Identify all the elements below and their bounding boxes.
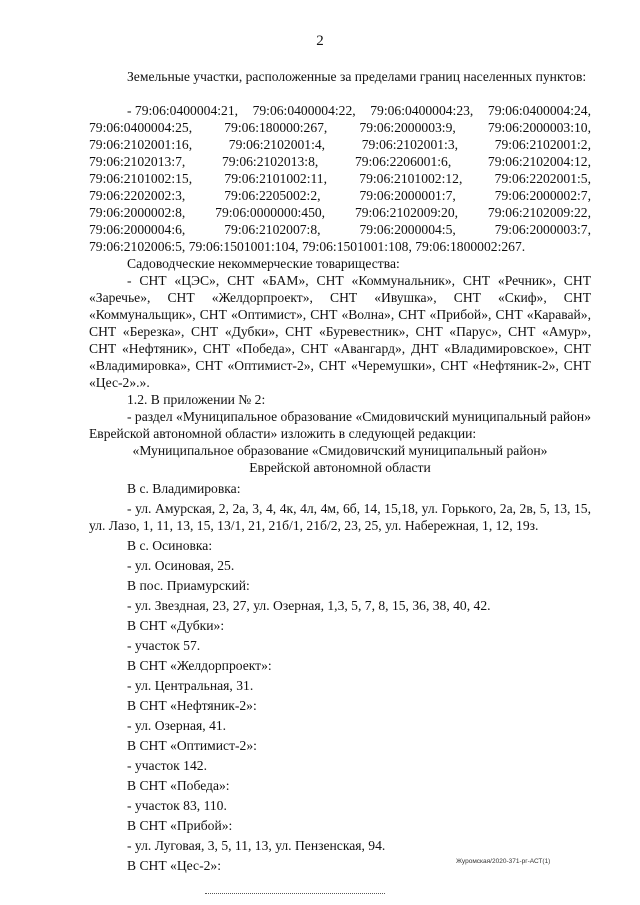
title-line-1: «Муниципальное образование «Смидовичский муниципальный район» — [132, 443, 548, 458]
cadastral-number: 79:06:2102004:12, — [487, 154, 591, 169]
cadastral-number: 79:06:2205002:2, — [224, 188, 321, 203]
section-instruction: - раздел «Муниципальное образование «Смидовичский муниципальный район» Еврейской автономной области» изложить в следующей редакции: — [89, 409, 591, 441]
cadastral-number: 79:06:2206001:6, — [354, 154, 452, 169]
address-details: - ул. Луговая, 3, 5, 11, 13, ул. Пензенская, 94. — [127, 838, 386, 853]
footer-reference: Журомская/2020-371-рг-АСТ(1) — [456, 858, 551, 865]
bottom-divider — [205, 893, 385, 894]
locality-heading: В СНТ «Оптимист-2»: — [127, 738, 257, 753]
page-number: 2 — [316, 33, 324, 49]
cadastral-row — [89, 170, 591, 187]
cadastral-number: 79:06:0400004:24, — [487, 103, 591, 118]
cadastral-number: 79:06:2202002:3, — [89, 188, 186, 203]
cadastral-number: 79:06:0400004:22, — [252, 103, 356, 118]
intro-paragraph — [89, 68, 591, 85]
snt-section — [89, 255, 591, 476]
cadastral-number: 79:06:2000003:10, — [487, 120, 591, 135]
snt-list: - СНТ «ЦЭС», СНТ «БАМ», СНТ «Коммунальник», СНТ «Речник», СНТ «Заречье», СНТ «Желдорпроект», СНТ «Ивушка», СНТ «Скиф», СНТ «Коммунальщик», СНТ «Оптимист», СНТ «Волна», СНТ «Прибой», СНТ «Каравай», СНТ «Березка», СНТ «Дубки», СНТ «Буревестник», СНТ «Парус», СНТ «Амур», СНТ «Нефтяник», СНТ «Победа», СНТ «Авангард», ДНТ «Владимировское», СНТ «Владимировка», СНТ «Оптимист-2», СНТ «Черемушки», СНТ «Нефтяник-2», СНТ «Цес-2».». — [89, 273, 591, 390]
cadastral-number: 79:06:0400004:23, — [370, 103, 474, 118]
cadastral-row — [89, 204, 591, 221]
locality-heading: В СНТ «Победа»: — [127, 778, 230, 793]
intro-text: Земельные участки, расположенные за пределами границ населенных пунктов: — [127, 69, 587, 84]
cadastral-row — [89, 119, 591, 136]
cadastral-number: 79:06:2102001:2, — [494, 137, 591, 152]
cadastral-number: 79:06:2000004:5, — [359, 222, 456, 237]
cadastral-number: 79:06:2000001:7, — [359, 188, 456, 203]
cadastral-row — [89, 153, 591, 170]
locality-heading: В СНТ «Цес-2»: — [127, 858, 221, 873]
address-details: - ул. Звездная, 23, 27, ул. Озерная, 1,3, 5, 7, 8, 15, 36, 38, 40, 42. — [127, 598, 491, 613]
address-list — [89, 480, 591, 877]
cadastral-number: 79:06:2000002:8, — [89, 205, 186, 220]
locality-heading: В СНТ «Прибой»: — [127, 818, 233, 833]
address-details: - участок 57. — [127, 638, 201, 653]
title-line-2: Еврейской автономной области — [249, 460, 431, 475]
cadastral-numbers-list — [89, 102, 591, 255]
cadastral-number: 79:06:2102013:8, — [221, 154, 319, 169]
address-details: - участок 142. — [127, 758, 207, 773]
address-details: - ул. Озерная, 41. — [127, 718, 227, 733]
locality-heading: В с. Владимировка: — [127, 481, 241, 496]
section-reference: 1.2. В приложении № 2: — [127, 392, 266, 407]
cadastral-number: 79:06:2102001:3, — [361, 137, 459, 152]
locality-heading: В СНТ «Желдорпроект»: — [127, 658, 272, 673]
cadastral-number: 79:06:2102009:22, — [487, 205, 591, 220]
cadastral-row — [89, 187, 591, 204]
cadastral-row — [89, 221, 591, 238]
address-details: - ул. Центральная, 31. — [127, 678, 254, 693]
cadastral-number: 79:06:2102001:16, — [89, 137, 193, 152]
locality-heading: В СНТ «Нефтяник-2»: — [127, 698, 257, 713]
cadastral-number: 79:06:2102013:7, — [89, 154, 186, 169]
locality-heading: В пос. Приамурский: — [127, 578, 250, 593]
cadastral-number: 79:06:180000:267, — [224, 120, 328, 135]
cadastral-number: 79:06:0400004:25, — [89, 120, 193, 135]
address-details: - ул. Осиновая, 25. — [127, 558, 235, 573]
cadastral-number: 79:06:2101002:15, — [89, 171, 193, 186]
snt-heading: Садоводческие некоммерческие товарищества: — [127, 256, 400, 271]
cadastral-number: 79:06:2000002:7, — [494, 188, 591, 203]
cadastral-row-last: 79:06:2102006:5, 79:06:1501001:104, 79:06:1501001:108, 79:06:1800002:267. — [89, 239, 526, 254]
cadastral-number: 79:06:2000003:9, — [359, 120, 456, 135]
address-details: - участок 83, 110. — [127, 798, 227, 813]
cadastral-number: 79:06:2102009:20, — [354, 205, 459, 220]
cadastral-number: - 79:06:0400004:21, — [127, 103, 239, 118]
cadastral-number: 79:06:2102007:8, — [224, 222, 321, 237]
locality-heading: В СНТ «Дубки»: — [127, 618, 225, 633]
cadastral-number: 79:06:2000003:7, — [494, 222, 591, 237]
address-details: - ул. Амурская, 2, 2а, 3, 4, 4к, 4л, 4м, 6б, 14, 15,18, ул. Горького, 2а, 2в, 5, 13, 15, ул. Лазо, 1, 11, 13, 15, 13/1, 21, 21б/1, 21б/2, 23, 25, ул. Набережная, 1, 12, 19з. — [89, 501, 591, 533]
cadastral-number: 79:06:2101002:11, — [224, 171, 327, 186]
cadastral-number: 79:06:2202001:5, — [494, 171, 591, 186]
cadastral-row — [89, 102, 591, 119]
cadastral-number: 79:06:0000000:450, — [215, 205, 326, 220]
cadastral-number: 79:06:2000004:6, — [89, 222, 186, 237]
cadastral-row — [89, 136, 591, 153]
cadastral-number: 79:06:2102001:4, — [228, 137, 326, 152]
cadastral-number: 79:06:2101002:12, — [359, 171, 463, 186]
locality-heading: В с. Осиновка: — [127, 538, 213, 553]
